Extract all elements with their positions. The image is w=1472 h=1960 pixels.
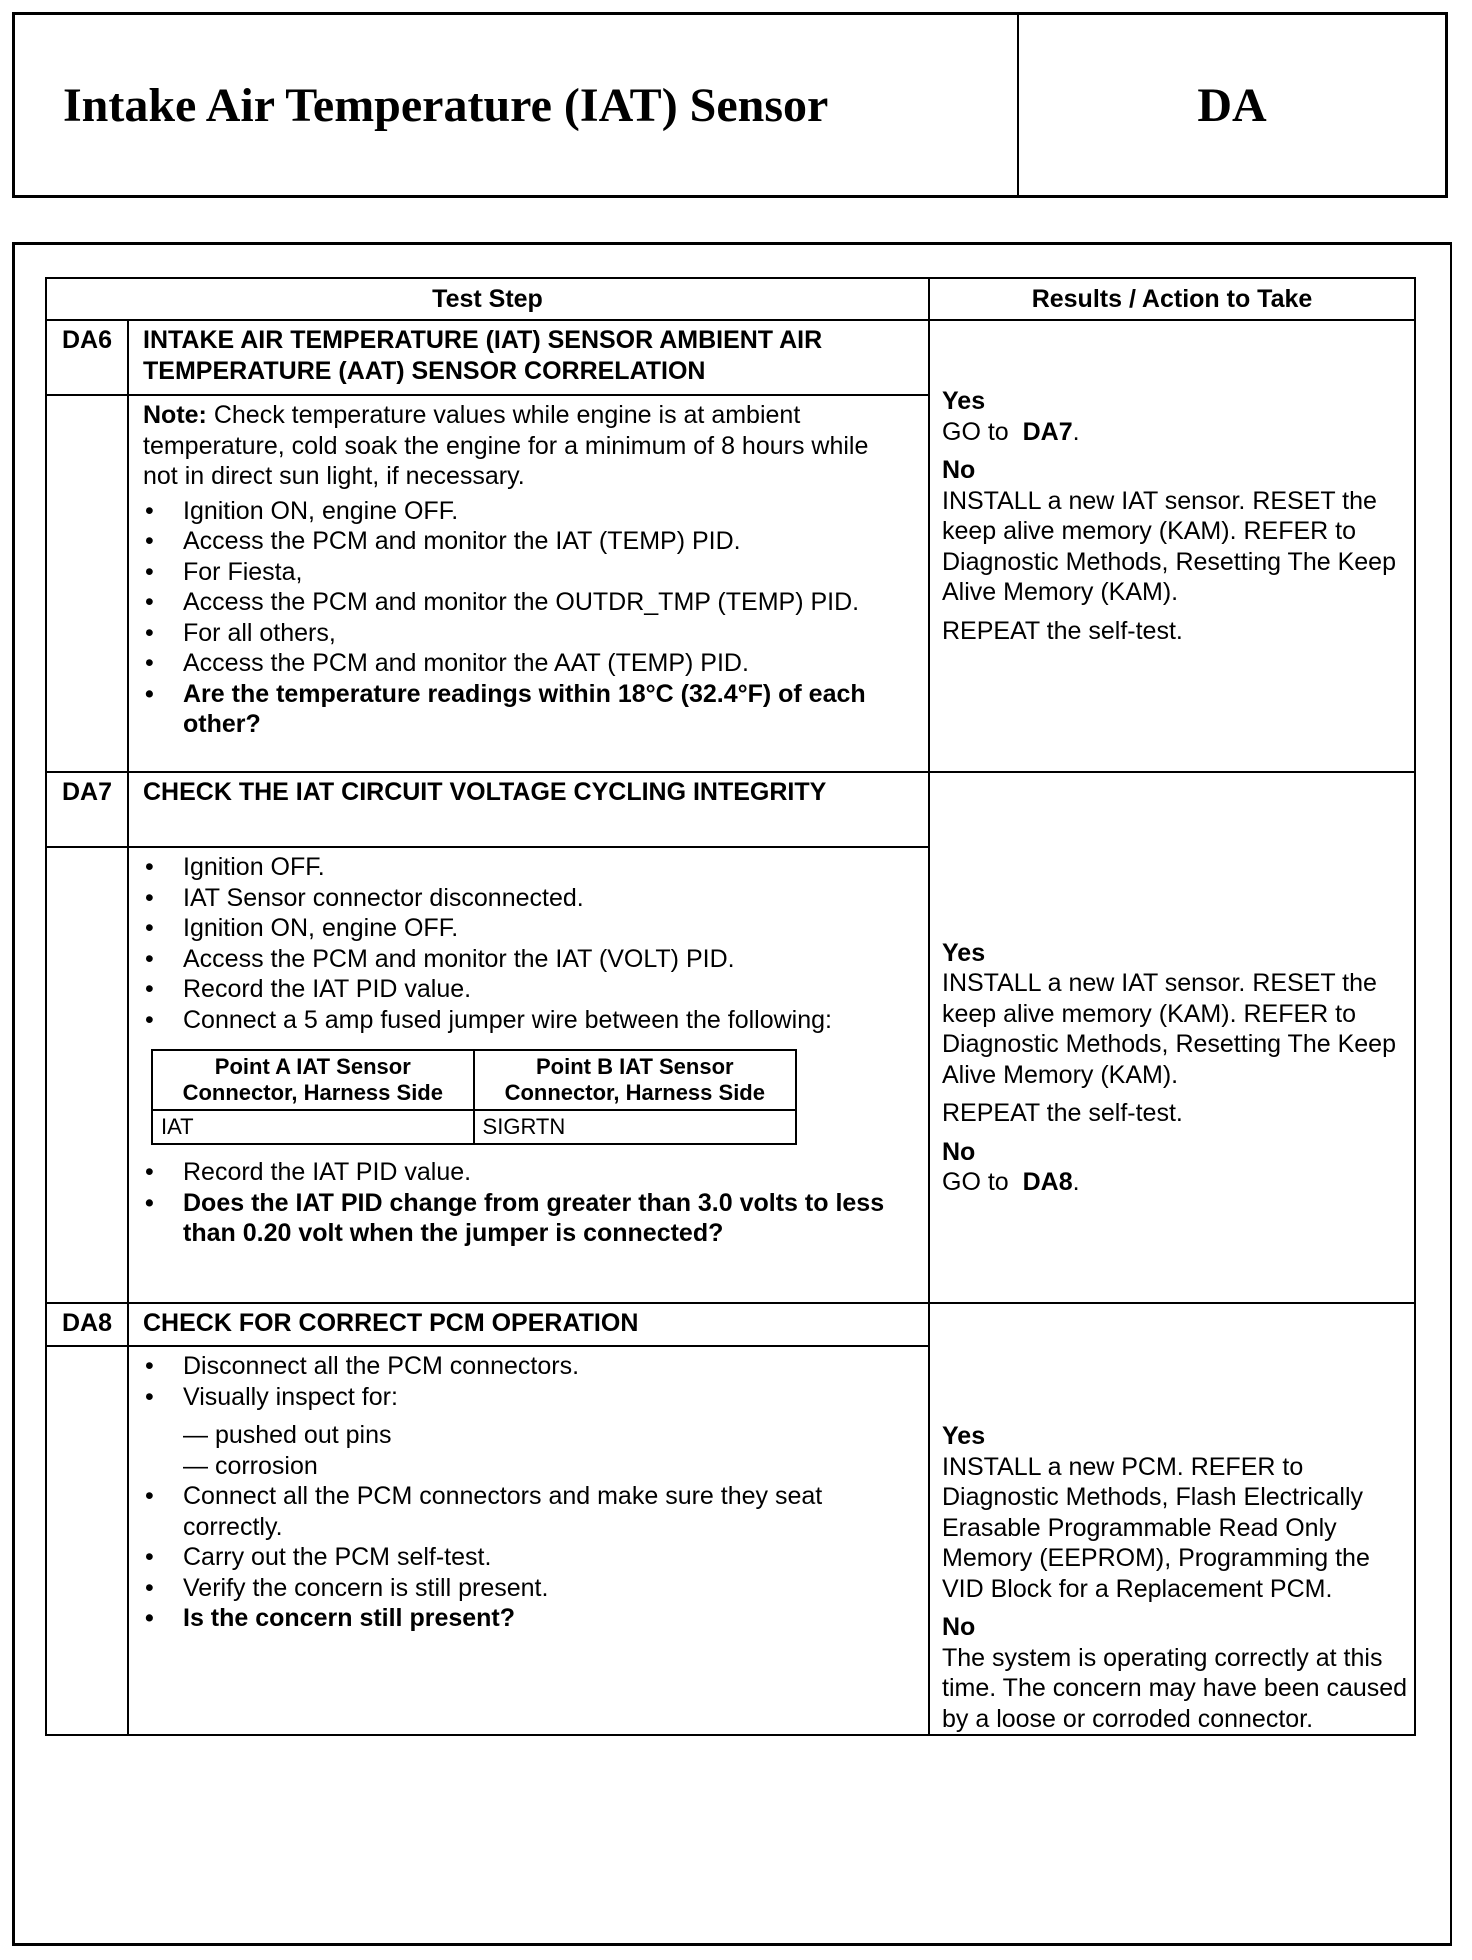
sub-item: — corrosion bbox=[183, 1451, 318, 1480]
step-results bbox=[929, 320, 1415, 772]
goto-link[interactable]: DA7 bbox=[1022, 417, 1073, 446]
bullet-item: • Ignition ON, engine OFF. bbox=[145, 914, 459, 942]
step-results bbox=[929, 1303, 1415, 1735]
yes-action-repeat: REPEAT the self-test. bbox=[942, 1099, 1183, 1127]
bullet-item: • For Fiesta, bbox=[145, 557, 303, 586]
bullet-item: • Connect all the PCM connectors and make sure they seat correctly. bbox=[145, 1482, 823, 1541]
step-body bbox=[128, 847, 929, 1303]
bullet-item: • Ignition OFF. bbox=[145, 853, 325, 881]
step-title-row bbox=[46, 320, 1415, 395]
yes-label: Yes bbox=[942, 938, 986, 967]
bullet-icon: • bbox=[145, 1382, 154, 1411]
bullet-icon: • bbox=[145, 496, 154, 525]
page-header bbox=[12, 12, 1448, 198]
bullet-icon: • bbox=[145, 557, 154, 586]
no-action: The system is operating correctly at this time. The concern may have been caused by a loose or corroded connector. bbox=[942, 1643, 1408, 1733]
step-results bbox=[929, 772, 1415, 1303]
bullet-icon: • bbox=[145, 1604, 154, 1632]
no-action: GO to DA8. bbox=[942, 1168, 1080, 1196]
bullet-icon: • bbox=[145, 618, 154, 647]
bullet-icon: • bbox=[145, 944, 154, 973]
bullet-icon: • bbox=[145, 1188, 154, 1217]
no-action: INSTALL a new IAT sensor. RESET the keep alive memory (KAM). REFER to Diagnostic Methods, Resetting The Keep Alive Memory (KAM). bbox=[942, 486, 1396, 606]
note-text: Check temperature values while engine is at ambient temperature, cold soak the engine for a minimum of 8 hours while not in direct sun light, if necessary. bbox=[143, 401, 869, 490]
bullet-item: • Access the PCM and monitor the OUTDR_TMP (TEMP) PID. bbox=[145, 588, 860, 616]
bullet-item: • Verify the concern is still present. bbox=[145, 1573, 549, 1602]
bullet-item: • Carry out the PCM self-test. bbox=[145, 1543, 492, 1571]
bullet-icon: • bbox=[145, 914, 154, 942]
step-title: INTAKE AIR TEMPERATURE (IAT) SENSOR AMBIENT AIR TEMPERATURE (AAT) SENSOR CORRELATION bbox=[128, 320, 929, 395]
bullet-item: • For all others, bbox=[145, 618, 336, 647]
bullet-icon: • bbox=[145, 1352, 154, 1380]
bullet-icon: • bbox=[145, 527, 154, 555]
bullet-icon: • bbox=[145, 1158, 154, 1186]
bullet-icon: • bbox=[145, 1482, 154, 1510]
bullet-item: • Record the IAT PID value. bbox=[145, 1158, 472, 1186]
bullet-icon: • bbox=[145, 853, 154, 881]
bullet-icon: • bbox=[145, 649, 154, 677]
note bbox=[143, 400, 908, 492]
bullet-item: • Access the PCM and monitor the IAT (TEMP) PID. bbox=[145, 527, 741, 555]
no-label: No bbox=[942, 1613, 976, 1641]
bullet-icon: • bbox=[145, 588, 154, 616]
bullet-item: • Visually inspect for: bbox=[145, 1382, 398, 1411]
column-header-results: Results / Action to Take bbox=[929, 278, 1415, 320]
yes-action: GO to DA7. bbox=[942, 417, 1080, 446]
step-id: DA7 bbox=[46, 772, 128, 847]
yes-label: Yes bbox=[942, 387, 986, 415]
step-title-row bbox=[46, 772, 1415, 847]
inner-header-point-b: Point B IAT Sensor Connector, Harness Side bbox=[474, 1050, 796, 1110]
inner-cell-point-a: IAT bbox=[152, 1110, 474, 1144]
note-label: Note: bbox=[143, 401, 207, 429]
bullet-icon: • bbox=[145, 679, 154, 708]
step-title: CHECK THE IAT CIRCUIT VOLTAGE CYCLING INTEGRITY bbox=[128, 772, 929, 847]
bullet-item: • Access the PCM and monitor the IAT (VOLT) PID. bbox=[145, 944, 735, 973]
step-id-spacer bbox=[46, 1346, 128, 1735]
step-id-spacer bbox=[46, 847, 128, 1303]
bullet-item: • Disconnect all the PCM connectors. bbox=[145, 1352, 580, 1380]
sub-item: — pushed out pins bbox=[183, 1421, 392, 1449]
step-id: DA8 bbox=[46, 1303, 128, 1346]
step-body bbox=[128, 1346, 929, 1735]
section-code: DA bbox=[1197, 78, 1267, 132]
no-label: No bbox=[942, 1137, 976, 1166]
column-header-test-step: Test Step bbox=[46, 278, 929, 320]
bullet-icon: • bbox=[145, 975, 154, 1003]
bullet-item: • IAT Sensor connector disconnected. bbox=[145, 883, 584, 912]
no-action-repeat: REPEAT the self-test. bbox=[942, 616, 1183, 645]
goto-link[interactable]: DA8 bbox=[1022, 1168, 1073, 1196]
bullet-icon: • bbox=[145, 1005, 154, 1034]
step-id: DA6 bbox=[46, 320, 128, 395]
yes-action: INSTALL a new PCM. REFER to Diagnostic Methods, Flash Electrically Erasable Programmable Read Only Memory (EEPROM), Programming the VID Block for a Replacement PCM. bbox=[942, 1452, 1370, 1603]
bullet-item: • Ignition ON, engine OFF. bbox=[145, 496, 459, 525]
bullet-item: • Record the IAT PID value. bbox=[145, 975, 472, 1003]
bullet-icon: • bbox=[145, 1543, 154, 1571]
inner-header-point-a: Point A IAT Sensor Connector, Harness Side bbox=[152, 1050, 474, 1110]
no-label: No bbox=[942, 456, 976, 484]
yes-label: Yes bbox=[942, 1422, 986, 1450]
table-header-row bbox=[46, 278, 1415, 320]
step-body bbox=[128, 395, 929, 772]
yes-action: INSTALL a new IAT sensor. RESET the keep alive memory (KAM). REFER to Diagnostic Methods, Resetting The Keep Alive Memory (KAM). bbox=[942, 969, 1396, 1089]
bullet-question: • Is the concern still present? bbox=[145, 1604, 516, 1632]
bullet-question: • Does the IAT PID change from greater than 3.0 volts to less than 0.20 volt when the jumper is connected? bbox=[145, 1188, 885, 1247]
bullet-item: • Access the PCM and monitor the AAT (TEMP) PID. bbox=[145, 649, 749, 677]
bullet-item: • Connect a 5 amp fused jumper wire between the following: bbox=[145, 1005, 832, 1034]
bullet-question: • Are the temperature readings within 18°C (32.4°F) of each other? bbox=[145, 679, 866, 738]
bullet-icon: • bbox=[145, 1573, 154, 1602]
bullet-icon: • bbox=[145, 883, 154, 912]
step-title: CHECK FOR CORRECT PCM OPERATION bbox=[128, 1303, 929, 1346]
step-id-spacer bbox=[46, 395, 128, 772]
inner-cell-point-b: SIGRTN bbox=[474, 1110, 796, 1144]
page-title: Intake Air Temperature (IAT) Sensor bbox=[15, 15, 1019, 195]
step-title-row bbox=[46, 1303, 1415, 1346]
test-step-table bbox=[45, 277, 1416, 1736]
yes-text: GO to bbox=[942, 417, 1009, 446]
jumper-points-table bbox=[151, 1049, 797, 1145]
no-text: GO to bbox=[942, 1168, 1009, 1196]
